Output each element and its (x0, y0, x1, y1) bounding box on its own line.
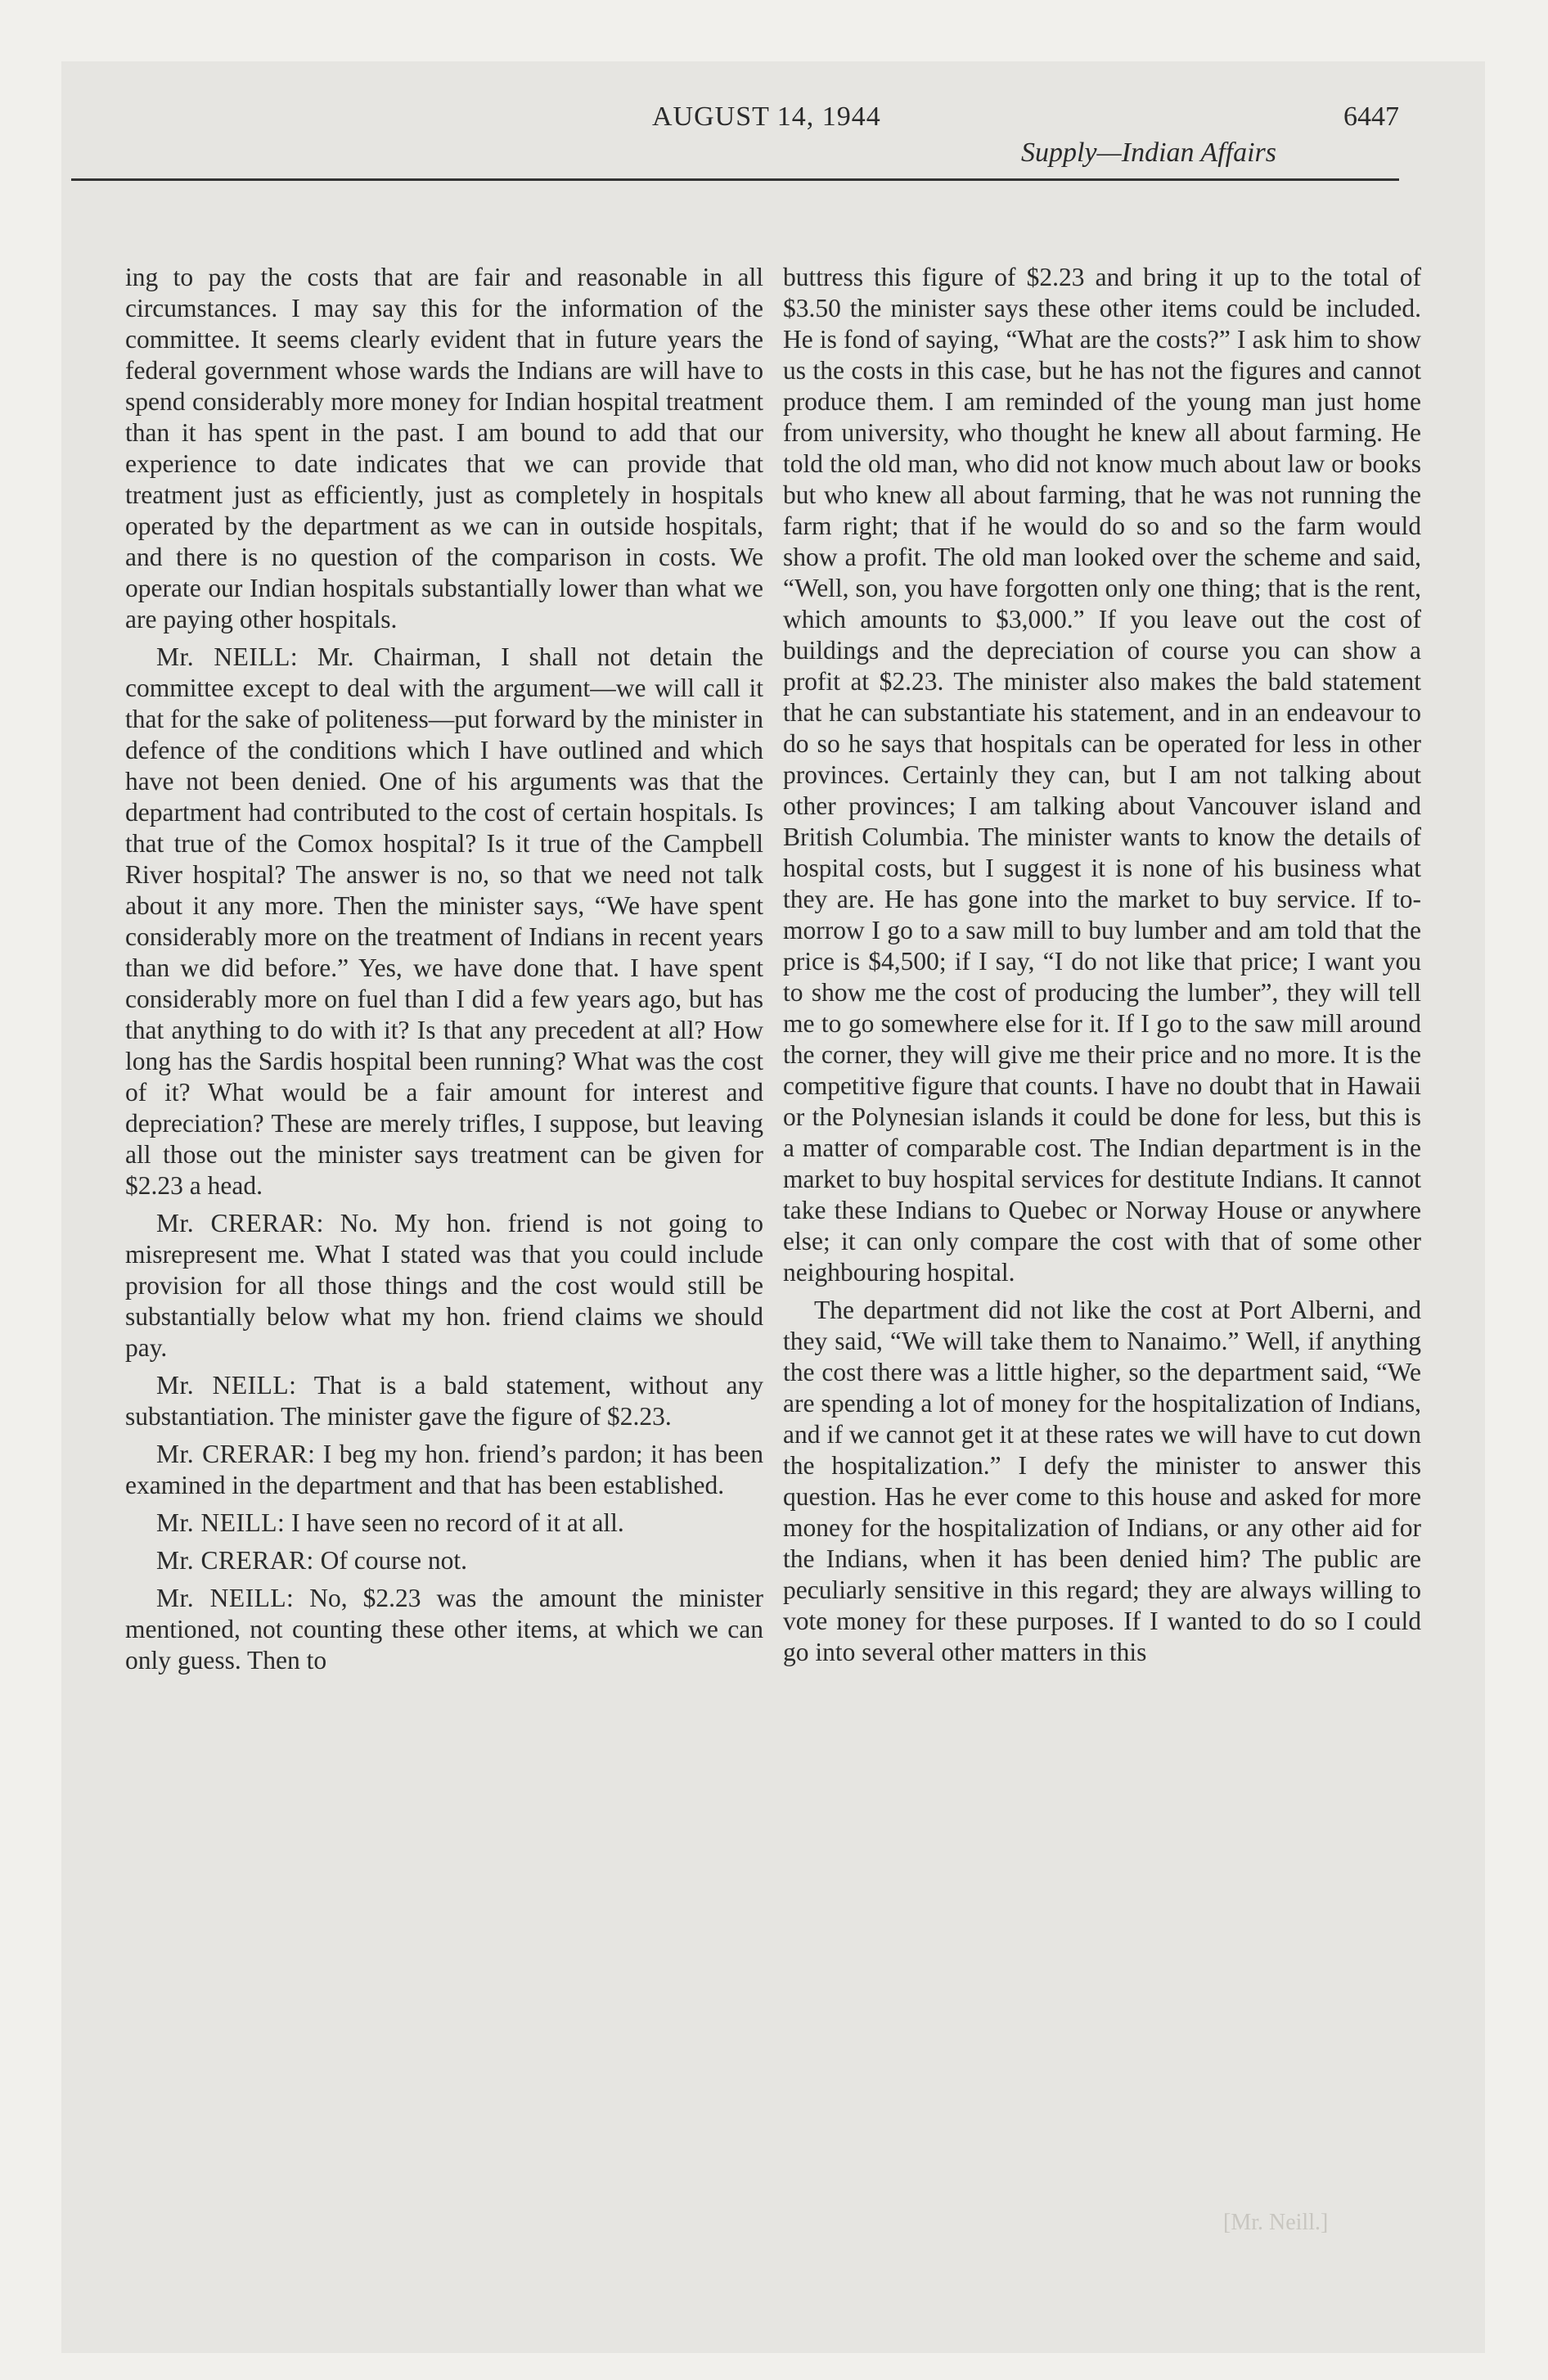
left-column (125, 262, 763, 1683)
paragraph (783, 1295, 1421, 1668)
paragraph (125, 262, 763, 635)
paragraph-text: ing to pay the costs that are fair and reasonable in all circumstances. I may say this for the information of the committee. It seems clearly evident that in future years the federal government whose wards the Indians are will have to spend considerably more money for Indian hospital treatment than it has spent in the past. I am bound to add that our experience to date indicates that we can provide that treatment just as efficiently, just as completely in hospitals operated by the department as we can in outside hospitals, and there is no question of the comparison in costs. We operate our Indian hospitals substantially lower than what we are paying other hospitals. (125, 263, 763, 633)
paragraph-text: buttress this figure of $2.23 and bring it up to the total of $3.50 the minister says these other items could be included. He is fond of saying, “What are the costs?” I ask him to show us the costs in this case, but he has not the figures and cannot produce them. I am reminded of the young man just home from university, who thought he knew all about farming. He told the old man, who did not know much about law or books but who knew all about farming, that he was not running the farm right; that if he would do so and so the farm would show a profit. The old man looked over the scheme and said, “Well, son, you have forgotten only one thing; that is the rent, which amounts to $3,000.” If you leave out the cost of buildings and the depreciation of course you can show a profit at $2.23. The minister also makes the bald statement that he can substantiate his statement, and in an endeavour to do so he says that hospitals can be operated for less in other provinces. Certainly they can, but I am not talking about other provinces; I am talking about Vancouver island and British Columbia. The minister wants to know the details of hospital costs, but I suggest it is none of his business what they are. He has gone into the market to buy service. If to-morrow I go to a saw mill to buy lumber and am told that the price is $4,500; if I say, “I do not like that price; I want you to show me the cost of producing the lumber”, they will tell me to go somewhere else for it. If I go to the saw mill around the corner, they will give me their price and no more. It is the competitive figure that counts. I have no doubt that in Hawaii or the Polynesian islands it could be done for less, but this is a matter of comparable cost. The Indian department is in the market to buy hospital services for destitute Indians. It cannot take these Indians to Quebec or Norway House or anywhere else; it can only compare the cost with that of some other neighbouring hospital. (783, 263, 1421, 1287)
page-number: 6447 (1343, 101, 1399, 132)
paragraph (125, 1208, 763, 1364)
paragraph (125, 1370, 763, 1432)
speaker-name: Mr. CRERAR: (156, 1546, 314, 1575)
paragraph (125, 1439, 763, 1501)
paragraph-text: The department did not like the cost at Port Alberni, and they said, “We will take them to Nanaimo.” Well, if anything the cost there was a little higher, so the department said, “We are spending a lot of money for the hospitalization of Indians, and if we cannot get it at these rates we will have to cut down the hospitalization.” I defy the minister to answer this question. Has he ever come to this house and asked for more money for the hospitalization of Indians, or any other aid for the Indians, when it has been denied him? The public are peculiarly sensitive in this regard; they are always willing to vote money for these purposes. If I wanted to do so I could go into several other matters in this (783, 1296, 1421, 1666)
header-date: AUGUST 14, 1944 (652, 101, 881, 132)
speaker-name: Mr. CRERAR: (156, 1440, 316, 1468)
paragraph (783, 262, 1421, 1288)
speaker-name: Mr. NEILL: (156, 1371, 297, 1400)
paragraph (125, 1545, 763, 1576)
speaker-name: Mr. NEILL: (156, 642, 299, 671)
paragraph-text: I have seen no record of it at all. (291, 1508, 624, 1537)
footer-catchword: [Mr. Neill.] (1223, 2210, 1329, 2235)
speaker-name: Mr. CRERAR: (156, 1209, 324, 1237)
paragraph-text: No, $2.23 was the amount the minister mentioned, not counting these other items, at which we can only guess. Then to (125, 1584, 763, 1675)
page-header (71, 88, 1399, 219)
paragraph (125, 1583, 763, 1676)
paragraph (125, 642, 763, 1201)
speaker-name: Mr. NEILL: (156, 1508, 286, 1537)
paragraph (125, 1508, 763, 1539)
paragraph-text: That is a bald statement, without any substantiation. The minister gave the figure of $2.23. (125, 1371, 763, 1431)
section-title: Supply—Indian Affairs (1021, 137, 1276, 168)
header-rule (71, 178, 1399, 181)
speaker-name: Mr. NEILL: (156, 1584, 295, 1612)
paragraph-text: Mr. Chairman, I shall not detain the committee except to deal with the argument—we will call it that for the sake of politeness—put forward by the minister in defence of the conditions which I have outlined and which have not been denied. One of his arguments was that the department had contributed to the cost of certain hospitals. Is that true of the Comox hospital? Is it true of the Campbell River hospital? The answer is no, so that we need not talk about it any more. Then the minister says, “We have spent considerably more on the treatment of Indians in recent years than we did before.” Yes, we have done that. I have spent considerably more on fuel than I did a few years ago, but has that anything to do with it? Is that any precedent at all? How long has the Sardis hospital been running? What was the cost of it? What would be a fair amount for interest and depreciation? These are merely trifles, I suppose, but leaving all those out the minister says treatment can be given for $2.23 a head. (125, 642, 763, 1200)
paragraph-text: Of course not. (320, 1546, 467, 1575)
paragraph-text: I beg my hon. friend’s pardon; it has been examined in the department and that has been established. (125, 1440, 764, 1499)
paragraph-text: No. My hon. friend is not going to misrepresent me. What I stated was that you could include provision for all those things and the cost would still be substantially below what my hon. friend claims we should pay. (125, 1209, 764, 1362)
right-column (783, 262, 1421, 1675)
